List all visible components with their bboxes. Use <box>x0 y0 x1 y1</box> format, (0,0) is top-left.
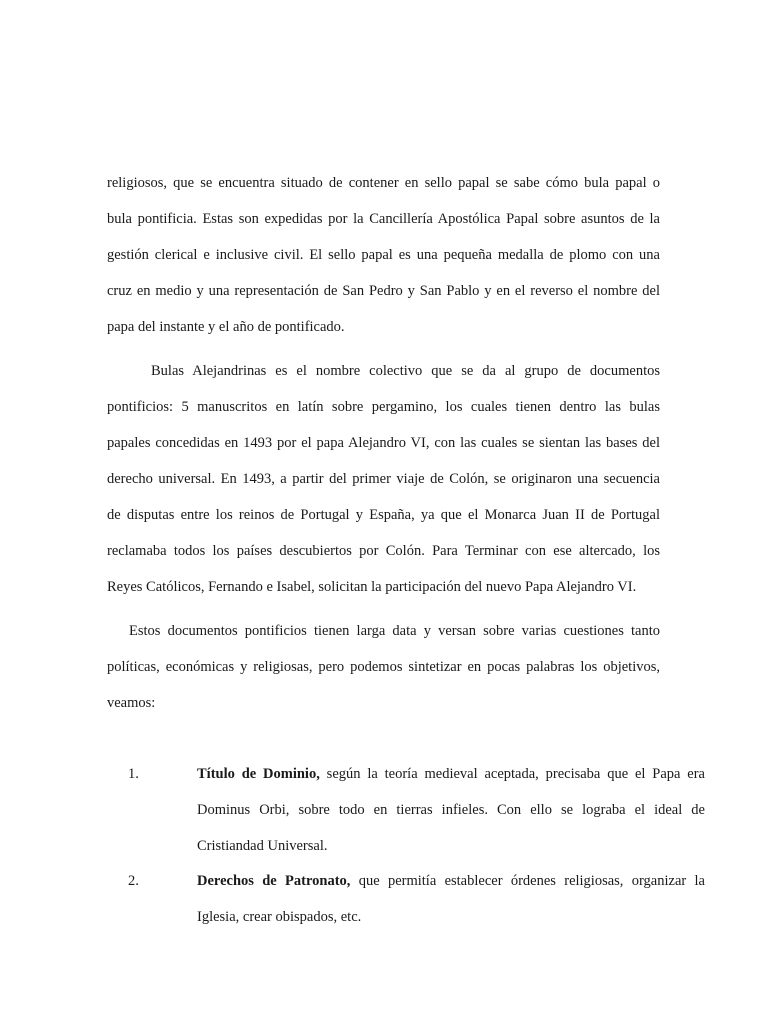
paragraph-bulas-alejandrinas <box>107 353 660 605</box>
list-item <box>107 863 705 935</box>
text-line: Estos documentos pontificios tienen larga data y versan sobre varias cuestiones tanto <box>129 623 660 639</box>
list-item-number: 1. <box>128 766 139 782</box>
list-item <box>107 756 705 864</box>
text-line: bula pontificia. Estas son expedidas por la Cancillería Apostólica Papal sobre asuntos de la <box>107 211 660 227</box>
text-line <box>152 756 705 792</box>
text-line: de disputas entre los reinos de Portugal y España, ya que el Monarca Juan II de Portugal <box>107 507 660 523</box>
list-item-term: Derechos de Patronato, <box>197 873 351 889</box>
text-line: Dominus Orbi, sobre todo en tierras infieles. Con ello se lograba el ideal de <box>197 802 705 818</box>
paragraph-objetivos <box>107 613 660 721</box>
text-line: Cristiandad Universal. <box>197 838 328 854</box>
text-line: papa del instante y el año de pontificado. <box>107 319 345 335</box>
text-line: Iglesia, crear obispados, etc. <box>197 909 362 925</box>
text-line: religiosos, que se encuentra situado de contener en sello papal se sabe cómo bula papal o <box>107 175 660 191</box>
text-line: papales concedidas en 1493 por el papa Alejandro VI, con las cuales se sientan las bases del <box>107 435 660 451</box>
text-line: Reyes Católicos, Fernando e Isabel, solicitan la participación del nuevo Papa Alejandro VI. <box>107 579 637 595</box>
text-line: Bulas Alejandrinas es el nombre colectivo que se da al grupo de documentos <box>151 363 660 379</box>
text-line: cruz en medio y una representación de San Pedro y San Pablo y en el reverso el nombre del <box>107 283 660 299</box>
paragraph-bula-papal <box>107 165 660 345</box>
list-item-text: que permitía establecer órdenes religiosas, organizar la <box>350 873 705 889</box>
text-line: gestión clerical e inclusive civil. El sello papal es una pequeña medalla de plomo con una <box>107 247 660 263</box>
text-line <box>152 863 705 899</box>
text-line: derecho universal. En 1493, a partir del primer viaje de Colón, se originaron una secuencia <box>107 471 660 487</box>
list-item-text: según la teoría medieval aceptada, precisaba que el Papa era <box>319 766 705 782</box>
text-line: veamos: <box>107 695 156 711</box>
text-line: políticas, económicas y religiosas, pero podemos sintetizar en pocas palabras los objetivos, <box>107 659 660 675</box>
list-item-number: 2. <box>128 873 139 889</box>
list-item-term: Título de Dominio, <box>197 766 320 782</box>
text-line: pontificios: 5 manuscritos en latín sobre pergamino, los cuales tienen dentro las bulas <box>107 399 660 415</box>
text-line: reclamaba todos los países descubiertos por Colón. Para Terminar con ese altercado, los <box>107 543 660 559</box>
